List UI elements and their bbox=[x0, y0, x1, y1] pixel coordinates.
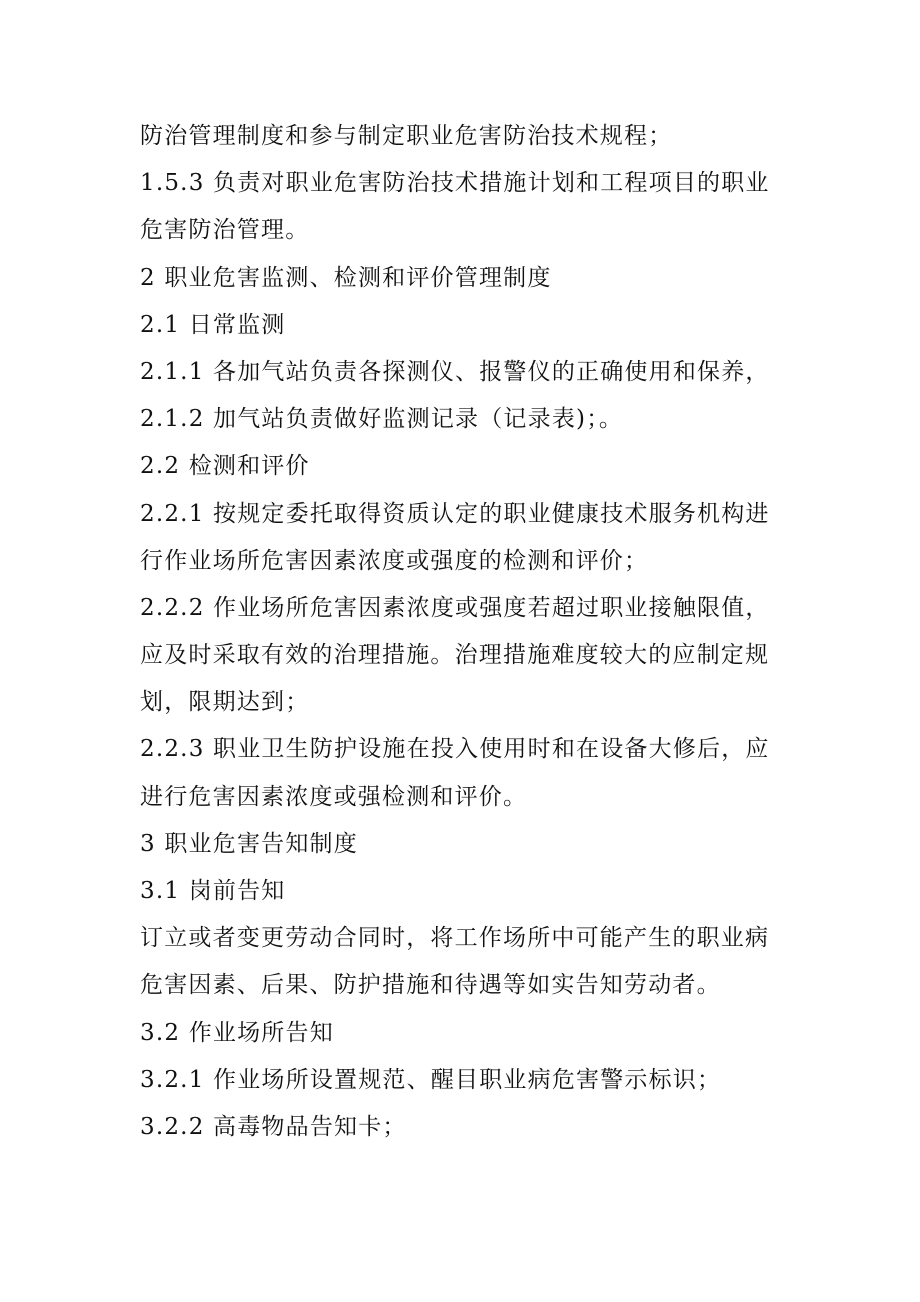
text-line-3: 危害防治管理。 bbox=[140, 217, 310, 244]
text-line-10: 行作业场所危害因素浓度或强度的检测和评价； bbox=[140, 547, 649, 574]
section-heading-2: 2 职业危害监测、检测和评价管理制度 bbox=[140, 264, 552, 291]
document-body bbox=[140, 113, 790, 1151]
text-line-2: 1.5.3 负责对职业危害防治技术措施计划和工程项目的职业 bbox=[140, 170, 770, 197]
text-line-15: 进行危害因素浓度或强检测和评价。 bbox=[140, 783, 528, 810]
text-line-14: 2.2.3 职业卫生防护设施在投入使用时和在设备大修后，应 bbox=[140, 736, 770, 763]
text-line-21: 3.2.1 作业场所设置规范、醒目职业病危害警示标识； bbox=[140, 1066, 722, 1093]
subsection-heading-2-1: 2.1 日常监测 bbox=[140, 311, 286, 338]
text-line-18: 订立或者变更劳动合同时，将工作场所中可能产生的职业病 bbox=[140, 925, 770, 952]
text-line-1: 防治管理制度和参与制定职业危害防治技术规程； bbox=[140, 123, 673, 149]
text-line-6: 2.1.1 各加气站负责各探测仪、报警仪的正确使用和保养， bbox=[140, 358, 770, 385]
text-line-22: 3.2.2 高毒物品告知卡； bbox=[140, 1113, 407, 1140]
subsection-heading-2-2: 2.2 检测和评价 bbox=[140, 453, 310, 480]
text-line-19: 危害因素、后果、防护措施和待遇等如实告知劳动者。 bbox=[140, 972, 721, 999]
subsection-heading-3-2: 3.2 作业场所告知 bbox=[140, 1019, 334, 1046]
text-line-11: 2.2.2 作业场所危害因素浓度或强度若超过职业接触限值， bbox=[140, 594, 770, 621]
section-heading-3: 3 职业危害告知制度 bbox=[140, 830, 358, 857]
text-line-12: 应及时采取有效的治理措施。治理措施难度较大的应制定规 bbox=[140, 642, 770, 669]
text-line-7: 2.1.2 加气站负责做好监测记录（记录表)；。 bbox=[140, 406, 624, 433]
text-line-13: 划，限期达到； bbox=[140, 689, 310, 716]
text-line-9: 2.2.1 按规定委托取得资质认定的职业健康技术服务机构进 bbox=[140, 500, 770, 527]
subsection-heading-3-1: 3.1 岗前告知 bbox=[140, 878, 286, 904]
